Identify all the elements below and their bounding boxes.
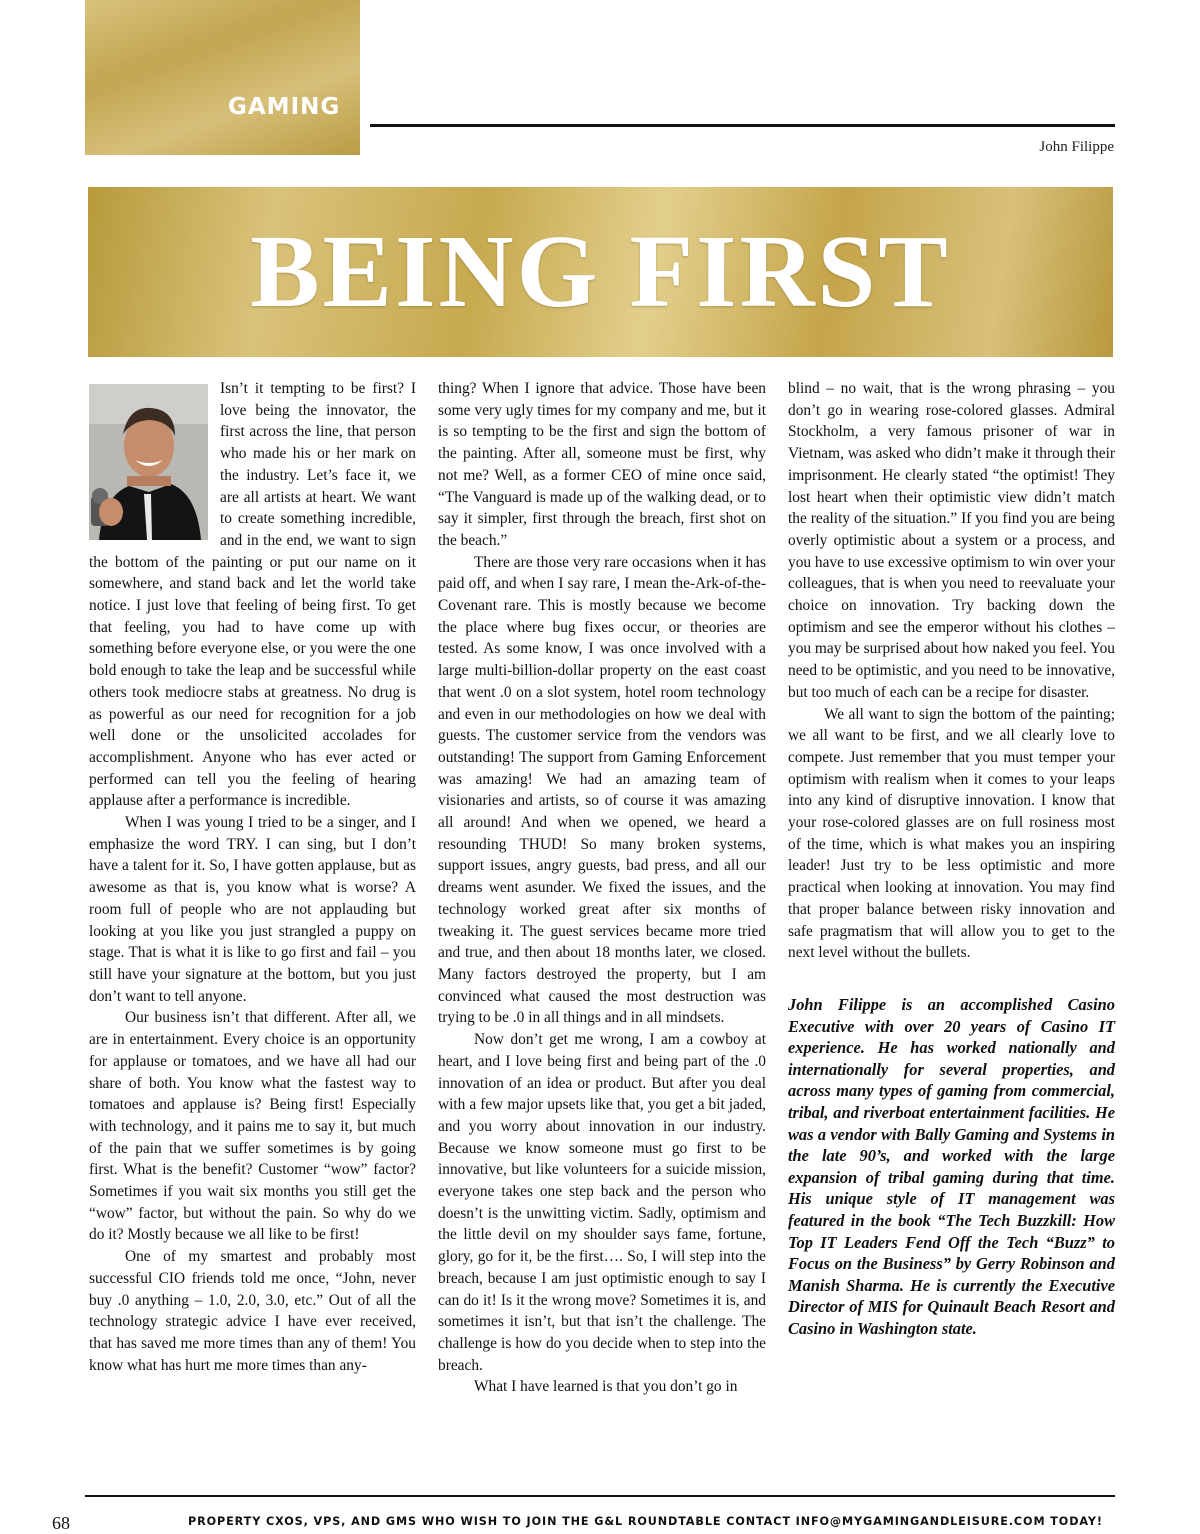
page-number: 68 xyxy=(52,1513,70,1533)
paragraph: When I was young I tried to be a singer, and I emphasize the word TRY. I can sing, but I don’t have a talent for it. So, I have gotten applause, but as awesome as that is, you know what is worse? A room full of people who are not applauding but looking at you like you just strangled a puppy on stage. That is what it is like to go first and fail – you still have your signature at the bottom, but you just don’t want to tell anyone. xyxy=(89,814,416,1005)
paragraph: We all want to sign the bottom of the painting; we all want to be first, and we all clearly love to compete. Just remember that you must temper your optimism with realism when it comes to your leaps into any kind of disruptive innovation. I know that your rose-colored glasses are on full rosiness most of the time, which is what makes you an inspiring leader! Just try to be less optimistic and more practical when looking at innovation. You may find that proper balance between risky innovation and safe pragmatism that will allow you to get to the next level without the bullets. xyxy=(788,705,1115,962)
header-rule xyxy=(370,124,1115,127)
article-title: BEING FIRST xyxy=(250,214,951,329)
paragraph: blind – no wait, that is the wrong phrasing – you don’t go in wearing rose-colored glasses. Admiral Stockholm, a very famous prisoner of war in Vietnam, was asked who didn’t make it through their imprisonment. He clearly stated “the optimist! They lost heart when their optimistic view didn’t match the reality of the situation.” If you find you are being overly optimistic about a system or a process, and you have to use excessive optimism to win over your colleagues, that is when you need to reevaluate your choice on innovation. Try backing down the optimism and see the emperor without his clothes – you may be surprised about how naked you feel. You need to be optimistic, and you need to be innovative, but too much of each can be a recipe for disaster. xyxy=(788,380,1115,701)
paragraph: What I have learned is that you don’t go in xyxy=(474,1378,738,1396)
paragraph: There are those very rare occasions when it has paid off, and when I say rare, I mean the-Ark-of-the-Covenant rare. This is mostly because we become the place where bug fixes occur, or theories are tested. As some know, I was once involved with a large multi-billion-dollar property on the east coast that went .0 on a slot system, hotel room technology and even in our methodologies on how we deal with guests. The customer service from the vendors was outstanding! The support from Gaming Enforcement was amazing! We had an amazing team of visionaries and artists, so of course it was amazing all around! And when we opened, we heard a resounding THUD! So many broken systems, support issues, angry guests, bad press, and all our dreams went asunder. We fixed the issues, and the technology worked great after six months of tweaking it. The guest services became more tried and true, and then about 18 months later, we closed. Many factors destroyed the property, but I am convinced what caused the most destruction was trying to be .0 in all things and in all mindsets. xyxy=(438,553,766,1027)
article-column-2 xyxy=(438,378,766,1398)
author-portrait-illustration xyxy=(89,384,208,540)
section-tab xyxy=(85,0,360,155)
paragraph: thing? When I ignore that advice. Those have been some very ugly times for my company and me, but it is so tempting to be the first and sign the bottom of the painting. After all, someone must be first, why not me? Well, as a former CEO of mine once said, “The Vanguard is made up of the walking dead, or to say it simpler, first through the breach, first shot on the beach.” xyxy=(438,380,766,549)
author-byline: John Filippe xyxy=(1039,139,1114,155)
article-column-3 xyxy=(788,378,1115,1339)
article-column-1 xyxy=(89,378,416,1376)
title-banner xyxy=(88,187,1113,357)
paragraph: One of my smartest and probably most successful CIO friends told me once, “John, never buy .0 anything – 1.0, 2.0, 3.0, etc.” Out of all the technology strategic advice I have ever received, that has saved me more times than any of them! You know what has hurt me more times than any- xyxy=(89,1248,416,1374)
footer-rule xyxy=(85,1495,1115,1497)
author-photo xyxy=(89,384,208,540)
paragraph: Our business isn’t that different. After all, we are in entertainment. Every choice is an opportunity for applause or tomatoes, and we have all had our share of both. You know what the fastest way to tomatoes and applause is? Being first! Especially with technology, and it pains me to say it, but much of the pain that we suffer sometimes is by going first. What is the benefit? Customer “wow” factor? Sometimes if you wait six months you still get the “wow” factor, but without the pain. So why do we do it? Mostly because we all like to be first! xyxy=(89,1009,416,1244)
section-label: GAMING xyxy=(228,94,341,120)
paragraph: Now don’t get me wrong, I am a cowboy at heart, and I love being first and being part of the .0 innovation of an idea or product. But after you deal with a few major upsets like that, you get a bit jaded, and you worry about innovation in our industry. Because we know someone must go first to be innovative, but like volunteers for a suicide mission, everyone takes one step back and the person who doesn’t is the unwitting victim. Sadly, optimism and the little devil on my shoulder says fame, fortune, glory, go for it, be the first…. So, I will step into the breach, because I am just optimistic enough to say I can do it! Is it the wrong move? Sometimes it is, and sometimes it isn’t, but that isn’t the challenge. The challenge is how do you decide when to step into the breach. xyxy=(438,1031,766,1374)
footer-promo-text: PROPERTY CXOS, VPS, AND GMS WHO WISH TO JOIN THE G&L ROUNDTABLE CONTACT INFO@MYGAMINGANDLEISURE.COM TODAY! xyxy=(188,1515,1103,1528)
author-bio: John Filippe is an accomplished Casino Executive with over 20 years of Casino IT experience. He has worked nationally and internationally for several properties, and across many types of gaming from commercial, tribal, and riverboat entertainment facilities. He was a vendor with Bally Gaming and Systems in the late 90’s, and worked with the large expansion of tribal gaming during that time. His unique style of IT management was featured in the book “The Tech Buzzkill: How Top IT Leaders Fend Off the Tech “Buzz” to Focus on the Business” by Gerry Robinson and Manish Sharma. He is currently the Executive Director of MIS for Quinault Beach Resort and Casino in Washington state. xyxy=(788,994,1115,1338)
paragraph: Isn’t it tempting to be first? I love being the innovator, the first across the line, that person who made his or her mark on the industry. Let’s face it, we are all artists at heart. We want to create something incredible, and in the end, we want to sign the bottom of the painting or put our name on it somewhere, and stand back and let the world take notice. I just love that feeling of being first. To get that feeling, you had to have come up with something before everyone else, or you were the one bold enough to take the leap and be successful while others took mediocre stabs at greatness. No drug is as powerful as our need for recognition for a job well done or the unsolicited accolades for accomplishment. Anyone who has ever acted or performed can tell you the feeling of hearing applause after a performance is incredible. xyxy=(89,380,416,810)
